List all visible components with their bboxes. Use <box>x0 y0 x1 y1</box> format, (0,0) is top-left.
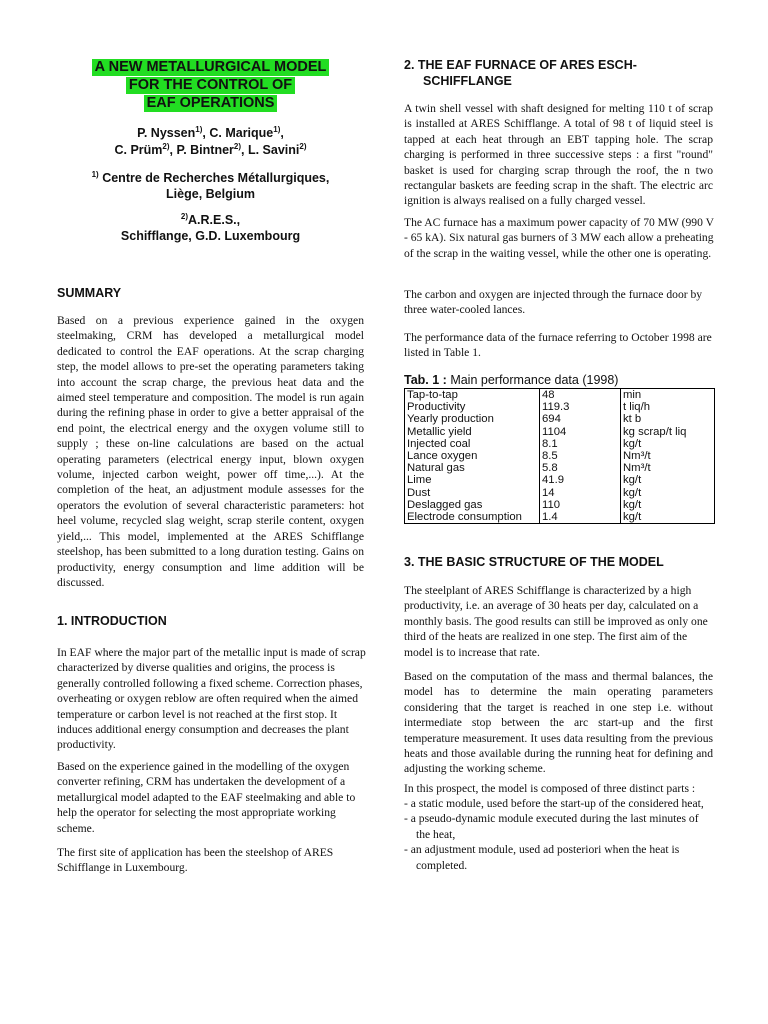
row-label: Lime <box>407 474 432 487</box>
authors-line-2: C. Prüm$^{2)}$, P. Bintner$^{2)}$, L. Savini$^{2)}$ <box>114 141 307 157</box>
table-row <box>405 389 715 402</box>
table-row <box>405 511 715 524</box>
table-row <box>405 450 715 462</box>
table-row <box>405 499 715 511</box>
list-item: - a pseudo-dynamic module executed during the last minutes of the heat, <box>404 812 699 841</box>
table-1-caption: Tab. 1 : Main performance data (1998) <box>404 373 619 387</box>
section-3-paragraph-3: In this prospect, the model is composed of three distinct parts : <box>404 782 696 795</box>
row-value: 5.8 <box>540 462 621 474</box>
row-value: 48 <box>540 389 621 402</box>
row-value: 14 <box>540 487 621 499</box>
row-value: 119.3 <box>540 401 621 413</box>
table-row <box>405 438 715 450</box>
list-item: - a static module, used before the start-up of the considered heat, <box>404 797 704 810</box>
table-row <box>405 413 715 425</box>
row-value: 694 <box>540 413 621 425</box>
section-3-heading: 3. THE BASIC STRUCTURE OF THE MODEL <box>404 555 664 569</box>
row-unit: kg/t <box>621 487 715 499</box>
row-label: Metallic yield <box>407 425 472 438</box>
row-unit: kg/t <box>621 499 715 511</box>
introduction-paragraph-3: The first site of application has been the steelshop of ARES Schifflange in Luxembourg. <box>57 846 334 875</box>
row-label: Injected coal <box>407 437 471 450</box>
table-row <box>405 487 715 499</box>
authors <box>57 125 364 159</box>
row-label: Natural gas <box>407 462 465 475</box>
affiliation-1: $^{1)}$ Centre de Recherches Métallurgiques, Liège, Belgium <box>91 169 330 201</box>
row-label: Deslagged gas <box>407 498 483 511</box>
row-value: 8.1 <box>540 438 621 450</box>
table-row <box>405 426 715 438</box>
table-row <box>405 474 715 486</box>
list-item: - an adjustment module, used ad posteriori when the heat is completed. <box>404 843 680 872</box>
title-line-3: EAF OPERATIONS <box>144 95 278 112</box>
row-unit: kg/t <box>621 438 715 450</box>
row-value: 41.9 <box>540 474 621 486</box>
row-label: Dust <box>407 486 431 499</box>
section-2-paragraph-2: The AC furnace has a maximum power capacity of 70 MW (990 V - 65 kA). Six natural gas burners of 3 MW each allow a preheating of the scrap in the waiting vessel, while the other one is operating. <box>404 216 714 260</box>
module-list <box>404 796 715 873</box>
authors-line-1: P. Nyssen$^{1)}$, C. Marique$^{1)}$, <box>137 124 284 140</box>
row-value: 110 <box>540 499 621 511</box>
introduction-heading: 1. INTRODUCTION <box>57 614 167 628</box>
section-2-heading: 2. THE EAF FURNACE OF ARES ESCH- SCHIFFLANGE <box>404 58 637 88</box>
section-3-paragraph-2: Based on the computation of the mass and thermal balances, the model has to determine the main operating parameters considering that the target is reached in one step i.e. without intermediate stop between the arc start-up and the first temperature measurement. It uses data resulting from the previous heats and those available during the running heat for defining and adjusting the working scheme. <box>404 670 713 776</box>
row-label: Productivity <box>407 401 466 414</box>
row-unit: min <box>621 389 715 402</box>
row-unit: kg scrap/t liq <box>621 426 715 438</box>
section-3-paragraph-1: The steelplant of ARES Schifflange is characterized by a high productivity, i.e. an average of 30 heats per day, calculated on a monthly basis. The good results can still be improved as only one third of the heats are realized in one step. The first aim of the model is to increase that rate. <box>404 584 708 659</box>
row-unit: kg/t <box>621 511 715 524</box>
row-unit: t liq/h <box>621 401 715 413</box>
section-2-paragraph-4: The performance data of the furnace referring to October 1998 are listed in Table 1. <box>404 331 712 360</box>
row-label: Yearly production <box>407 413 494 426</box>
summary-heading: SUMMARY <box>57 286 122 300</box>
introduction-paragraph-1: In EAF where the major part of the metallic input is made of scrap characterized by diverse qualities and origins, the process is generally controlled following a fixed scheme. Correction phases, overheating or oxygen reblow are often required when the aimed temperature or carbon level is not reached at the first stop. It induces additional energy consumption and decreases the plant productivity. <box>57 646 366 752</box>
row-unit: kg/t <box>621 474 715 486</box>
table-row <box>405 462 715 474</box>
affiliation-2: $^{2)}$A.R.E.S., Schifflange, G.D. Luxembourg <box>120 211 301 243</box>
row-label: Tap-to-tap <box>407 389 458 401</box>
row-label: Electrode consumption <box>407 511 522 524</box>
row-value: 1104 <box>540 426 621 438</box>
row-value: 8.5 <box>540 450 621 462</box>
row-label: Lance oxygen <box>407 450 478 463</box>
title-line-1: A NEW METALLURGICAL MODEL <box>92 59 330 76</box>
table-row <box>405 401 715 413</box>
row-unit: Nm³/t <box>621 450 715 462</box>
row-unit: kt b <box>621 413 715 425</box>
row-value: 1.4 <box>540 511 621 524</box>
title-line-2: FOR THE CONTROL OF <box>126 77 295 94</box>
introduction-paragraph-2: Based on the experience gained in the modelling of the oxygen converter refining, CRM has undertaken the development of a metallurgical model adapted to the EAF steelmaking and able to help the operator for selecting the most appropriate working scheme. <box>57 760 356 835</box>
section-2-paragraph-1: A twin shell vessel with shaft designed for melting 110 t of scrap is installed at ARES Schifflange. A total of 98 t of liquid steel is tapped at each heat through an EBT tapping hole. The scrap charging is performed in three successive steps : a first "round" basket is used for charging scrap through the roof, the n two rectangular baskets are feeding scrap in the shaft. The electric arc ignition is always realised on a fully charged vessel. <box>404 102 713 208</box>
section-2-paragraph-3: The carbon and oxygen are injected through the furnace door by three water-cooled lances. <box>404 288 703 317</box>
performance-table <box>404 388 715 524</box>
summary-text: Based on a previous experience gained in the oxygen steelmaking, CRM has developed a metallurgical model dedicated to control the EAF operations. At the scrap charging step, the model allows to pre-set the operating parameters taking into account the scrap charge, the previous heat data and the aimed steel temperature and composition. The model is run again during the refining phase in order to give a better appraisal of the end point, the electrical energy and the oxygen volume still to supply ; these on-line calculations are based on the actual operating parameters (electrical energy input, blown oxygen volume, injected carbon weight, power off time,...). At the completion of the heat, an adjustment module assesses for the operators the evolution of several characteristic parameters: hot heel volume, recycled slag weight, scrap sterile content, oxygen yield,... This model, implemented at the ARES Schifflange steelshop, has been submitted to a long duration testing. Gains on productivity, energy consumption and lime addition will be discussed. <box>57 314 364 589</box>
paper-title <box>57 58 364 112</box>
row-unit: Nm³/t <box>621 462 715 474</box>
